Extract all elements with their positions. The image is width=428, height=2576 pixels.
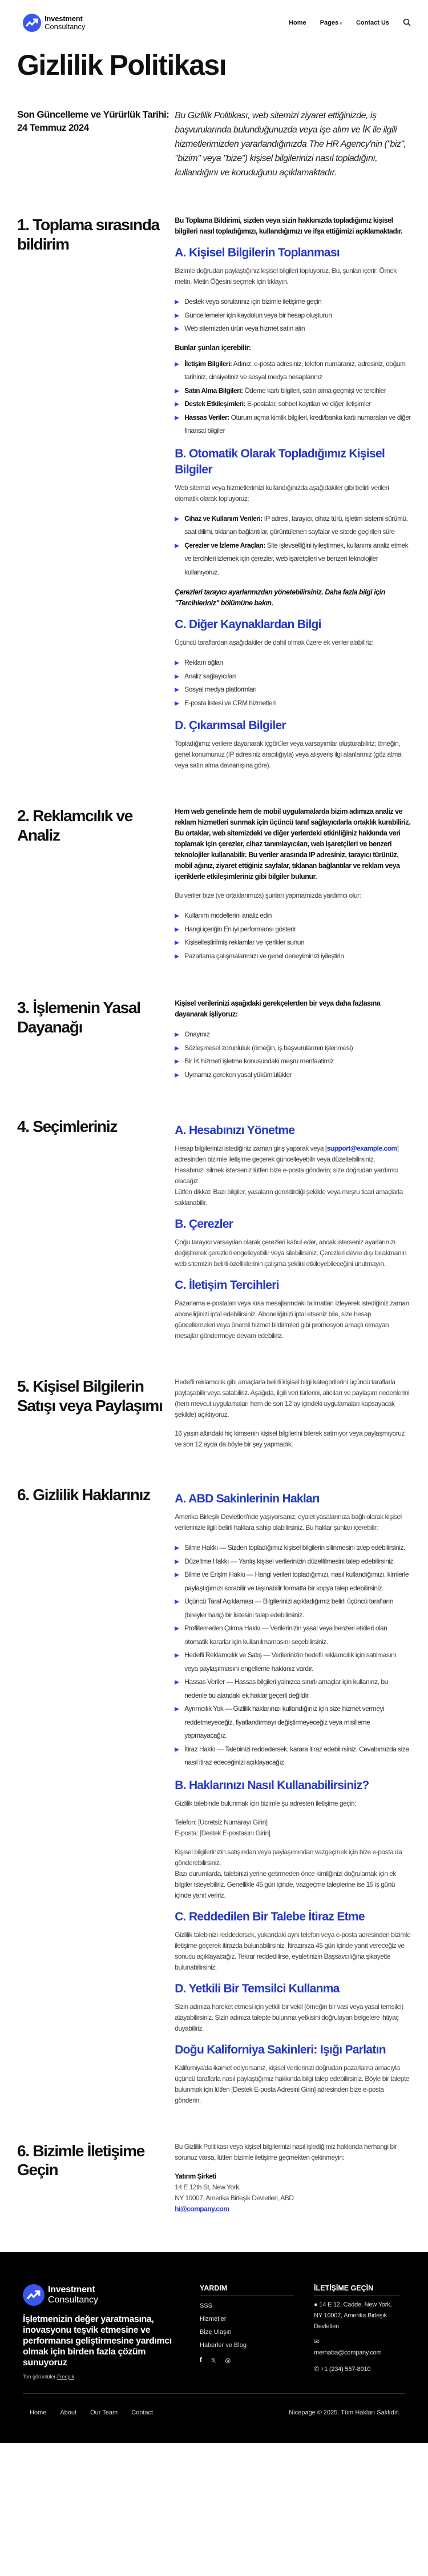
subsection-heading: C. Reddedilen Bir Talebe İtiraz Etme: [175, 1910, 365, 1923]
paragraph: Üçüncü taraflardan aşağıdakiler de dahil olmak üzere ek veriler alabiliriz:: [175, 638, 374, 646]
section-content: [175, 806, 411, 963]
phone-text: +1 (234) 567-8910: [320, 2365, 371, 2373]
list-item: [175, 670, 411, 684]
mail-icon: ✉: [314, 2338, 320, 2345]
footer-link-about[interactable]: About: [60, 2409, 77, 2416]
list-item: [175, 1555, 411, 1569]
paragraph: Çoğu tarayıcı varsayılan olarak çerezleri kabul eder, ancak isterseniz ayarlarınızı değiştirerek çerezleri engelleyebilir veya silebilirsiniz. Çerezleri devre dışı bırakmanın web sitemizin belirli özelliklerinin çalışma şeklini etkileyebileceğini unutmayın.: [175, 1238, 407, 1268]
paragraph: Kaliforniya'da ikamet ediyorsanız, kişisel verilerinizi doğrudan pazarlama amacıyla üçüncü taraflarla nasıl paylaştığımız hakkında bilgi talep edebilirsiniz. Böyle bir talepte bulunmak için lütfen [Destek E-posta Adresini Girin] adresinden bize e-posta gönderin.: [175, 2063, 409, 2104]
item-text: Site işlevselliğini iyileştirmek, kullanımı analiz etmek ve tercihleri izlemek için çerezler, web işaretçileri ve benzeri teknolojiler kullanıyoruz.: [184, 541, 409, 576]
subsection-heading: D. Çıkarımsal Bilgiler: [175, 719, 286, 732]
footer-logo[interactable]: [23, 2284, 200, 2306]
list-item: [175, 1622, 411, 1649]
nav-contact-us[interactable]: Contact Us: [356, 19, 389, 26]
item-text: Oturum açma kimlik bilgileri, kredi/banka kartı numaraları ve diğer finansal bilgiler: [184, 413, 411, 435]
subsection-heading: C. Diğer Kaynaklardan Bilgi: [175, 618, 321, 631]
footer-phone[interactable]: [314, 2364, 399, 2375]
paragraph: Web sitemizi veya hizmetlerimizi kullandığınızda aşağıdakiler gibi belirli verileri otomatik olarak topluyoruz:: [175, 483, 389, 503]
list-item: [175, 397, 411, 411]
text-run: Kişisel bilgilerinizin satışından veya paylaşımından vazgeçmek için bize e-posta da gönderebilirsiniz.: [175, 1847, 402, 1867]
list-item: [175, 950, 411, 963]
paragraph: Gizlilik talebinizi reddedersek, yukarıdaki aynı telefon veya e-posta adresinden bizimle iletişime geçerek itirazda bulunabilirsiniz. İtirazınıza 45 gün içinde yanıt vereceğiz ve sonucu açıklayacağız. Tekrar reddedilirse, eyaletinizin Başsavcılığına şikayette bulunabilirsiniz.: [175, 1930, 411, 1971]
list-item: [175, 656, 411, 670]
item-label: İletişim Bilgileri:: [184, 359, 232, 368]
site-header: [0, 0, 428, 46]
subsection-heading: Doğu Kaliforniya Sakinleri: Işığı Parlatın: [175, 2043, 386, 2056]
freepik-link[interactable]: Freepik: [57, 2373, 75, 2380]
list-item: [175, 1568, 411, 1595]
item-label: Cihaz ve Kullanım Verileri:: [184, 514, 263, 523]
item-text: Pazarlama çalışmalarımızı ve genel deneyiminizi iyileştirin: [184, 951, 344, 960]
contact-address: [175, 2171, 411, 2215]
footer-link-our-team[interactable]: Our Team: [90, 2409, 118, 2416]
list-item: [175, 512, 411, 539]
logo-chart-icon: [23, 14, 41, 32]
item-text: İtiraz Hakkı — Talebinizi reddedersek, karara itiraz edebilirsiniz. Cevabımızda size nasıl itiraz edeceğinizi açıklayacağız.: [184, 1745, 409, 1766]
item-text: Kişiselleştirilmiş reklamlar ve içerikler sunun: [184, 938, 305, 946]
paragraph: Gizlilik talebinde bulunmak için bizimle şu adresten iletişime geçin:: [175, 1799, 356, 1807]
lead-paragraph: Bu Toplama Bildirimi, sizden veya sizin hakkınızda topladığımız kişisel bilgileri nasıl topladığımızı, kullandığımızı ve ifşa ettiğimizi açıklamaktadır.: [175, 216, 403, 235]
instagram-icon[interactable]: ◎: [225, 2357, 231, 2364]
credit-prefix: Ten görüntüler: [23, 2373, 58, 2380]
paragraph: Pazarlama e-postaları veya kısa mesajlarındaki talimatları izleyerek istediğiniz zaman aboneliğinizi iptal edebilirsiniz. Aboneliğinizi iptal etseniz bile, size hesap güncellemeleri veya önemli hizmet bildirimleri gibi promosyon amaçlı olmayan mesajlar göndermeye devam edebiliriz.: [175, 1299, 409, 1340]
list-item: [175, 322, 411, 336]
list-item: [175, 1042, 411, 1055]
item-text: Profillemeden Çıkma Hakkı — Verilerinizin yasal veya benzeri etkileri olan otomatik kararlar için kullanılmamasını seçebilirsiniz.: [184, 1624, 387, 1646]
list-intro: Bunlar şunları içerebilir:: [175, 343, 251, 352]
footer-address: [314, 2300, 399, 2332]
list-item: [175, 1595, 411, 1622]
bullet-list: [175, 1028, 411, 1082]
item-text: Sözleşmesel zorunluluk (örneğin, iş başvurularının işlenmesi): [184, 1043, 353, 1052]
item-text: Bilme ve Erişim Hakkı — Hangi verileri topladığımızı, nasıl kullandığımızı, kimlerle paylaştığımızı sorabilir ve taşınabilir formatta bir kopya talep edebilirsiniz.: [184, 1570, 409, 1592]
list-item: [175, 923, 411, 937]
text-run: Telefon: [Ücretsiz Numarayı Girin]: [175, 1818, 268, 1826]
subsection-heading: D. Yetkili Bir Temsilci Kullanma: [175, 1982, 340, 1995]
subsection-heading: B. Otomatik Olarak Topladığımız Kişisel Bilgiler: [175, 447, 385, 476]
item-text: Sosyal medya platformları: [184, 685, 257, 693]
bullet-list: [175, 295, 411, 336]
list-item: [175, 1541, 411, 1555]
subsection-heading: C. İletişim Tercihleri: [175, 1279, 279, 1292]
text-run: ] adresinden bizimle iletişime geçerek güncelleyebilir veya düzeltebilirsiniz.: [175, 1144, 399, 1163]
location-pin-icon: ●: [314, 2301, 320, 2308]
footer-link-home[interactable]: Home: [30, 2409, 47, 2416]
item-text: Web sitemizden ürün veya hizmet satın alın: [184, 324, 305, 332]
text-run: Lütfen dikkat: Bazı bilgiler, yasaların gerektirdiği şekilde veya meşru ticari amaçlarla saklanabilir.: [175, 1188, 403, 1207]
policy-section: [0, 998, 428, 1082]
main-nav: [289, 18, 411, 28]
section-content: [175, 2141, 411, 2215]
item-text: Silme Hakkı — Sizden topladığımız kişisel bilgilerin silinmesini talep edebilirsiniz.: [184, 1544, 405, 1552]
item-text: Güncellemeler için kaydolun veya bir hesap oluşturun: [184, 311, 332, 319]
bullet-list: [175, 1541, 411, 1770]
text-run: Bazı durumlarda, talebinizi yerine getirmeden önce kimliğinizi doğrulamak için ek bilgiler isteyebiliriz. Genellikle 45 gün içinde, vazgeçme taleplerine ise 15 iş günü içinde yanıt veririz.: [175, 1869, 396, 1899]
address-line: NY 10007, Amerika Birleşik Devletleri, ABD: [175, 2193, 294, 2202]
contact-heading: İLETİŞİME GEÇİN: [314, 2284, 399, 2296]
item-text: Ayrımcılık Yok — Gizlilik haklarınızı kullandığınız için size hizmet vermeyi reddetmeyeceğiz, fiyatlandırmayı değiştirmeyeceğiz veya misilleme yapmayacağız.: [184, 1705, 385, 1739]
item-text: Destek veya sorularınız için bizimle iletişime geçin: [184, 298, 322, 306]
logo-line2: Consultancy: [48, 2294, 99, 2305]
item-text: E-postalar, sohbet kayıtları ve diğer iletişimler: [245, 400, 371, 408]
logo-line1: Investment: [48, 2284, 95, 2294]
nav-home[interactable]: Home: [289, 19, 306, 26]
item-text: E-posta listesi ve CRM hizmetleri: [184, 698, 276, 707]
nav-pages-label: Pages: [320, 19, 339, 26]
logo-line1: Investment: [45, 14, 83, 23]
item-label: Çerezler ve İzleme Araçları:: [184, 541, 265, 549]
item-text: Analiz sağlayıcıları: [184, 672, 236, 680]
copyright: Nicepage © 2025. Tüm Hakları Saklıdır.: [289, 2409, 399, 2416]
section-content: [175, 1117, 411, 1341]
item-label: Hassas Veriler:: [184, 413, 229, 421]
subsection-heading: B. Haklarınızı Nasıl Kullanabilirsiniz?: [175, 1778, 369, 1792]
paragraph: Amerika Birleşik Devletleri'nde yaşıyorsanız, eyalet yasalarınıza bağlı olarak kişisel verilerinizle ilgili belirli haklara sahip olabilirsiniz. Bu haklar şunları içerebilir:: [175, 1513, 402, 1532]
subsection-heading: B. Çerezler: [175, 1217, 233, 1231]
section-content: [175, 1485, 411, 2106]
email-link[interactable]: support@example.com: [326, 1144, 397, 1152]
paragraph: Bizimle doğrudan paylaştığınız kişisel bilgileri topluyoruz. Bu, şunları içerir: Örnek metin. Metin Öğesini seçmek için tıklayın.: [175, 267, 397, 286]
logo-chart-icon: [23, 2284, 45, 2306]
list-item: [175, 309, 411, 323]
item-label: Destek Etkileşimleri:: [184, 400, 246, 408]
item-text: Hassas Veriler — Hassas bilgileri yalnızca sınırlı amaçlar için kullanırız, bu nedenle bu alandaki ek haklar geçerli değildir.: [184, 1678, 388, 1699]
nav-pages[interactable]: [320, 19, 342, 26]
paragraph: Bu veriler bize (ve ortaklarımıza) şunları yapmamızda yardımcı olur:: [175, 891, 361, 899]
logo-line2: Consultancy: [45, 22, 86, 31]
item-text: Reklam ağları: [184, 658, 223, 666]
page-title: Gizlilik Politikası: [17, 49, 227, 81]
contact-email-link[interactable]: hi@company.com: [175, 2204, 229, 2213]
x-icon[interactable]: 𝕏: [211, 2357, 216, 2364]
list-item: [175, 295, 411, 309]
cookie-note: Çerezleri tarayıcı ayarlarınızdan yönetebilirsiniz. Daha fazla bilgi için "Tercihleriniz" bölümüne bakın.: [175, 588, 385, 607]
search-icon[interactable]: [403, 18, 411, 28]
paragraph: Topladığımız verilere dayanarak içgörüler veya varsayımlar oluşturabiliriz; örneğin, genel konumunuz (IP adresiniz aracılığıyla) veya alışveriş ilgi alanlarınız (göz atma veya satın alma davranışına göre).: [175, 740, 402, 769]
list-item: [175, 697, 411, 710]
item-label: Satın Alma Bilgileri:: [184, 386, 243, 395]
footer-tagline: İşletmenizin değer yaratmasına, inovasyonu teşvik etmesine ve performansı geliştirmesine yardımcı olmak için birden fazla çözüm sunuyoruz: [23, 2314, 172, 2368]
company-name: Yatırım Şirketi: [175, 2172, 216, 2180]
section-title: 3. İşlemenin Yasal Dayanağı: [17, 999, 140, 1036]
text-run: Hesap bilgilerinizi istediğiniz zaman giriş yaparak veya [: [175, 1144, 327, 1152]
list-item: [175, 384, 411, 398]
help-heading: YARDIM: [200, 2284, 294, 2296]
section-title: 1. Toplama sırasında bildirim: [17, 216, 159, 253]
item-text: IP adresi, tarayıcı, cihaz türü, işletim sistemi sürümü, saat dilimi, tıklanan bağlantılar, görüntülenen sayfalar ve sitede geçirilen süre: [184, 514, 408, 536]
policy-section: [0, 806, 428, 963]
paragraph: 16 yaşın altındaki hiç kimsenin kişisel bilgilerini bilerek satmıyor veya paylaşmıyoruz ve son 12 ayda da böyle bir şey yapmadık.: [175, 1429, 405, 1448]
lead-paragraph: Hem web genelinde hem de mobil uygulamalarda bizim adımıza analiz ve reklam hizmetleri sunmak için üçüncü taraf sağlayıcılarla ortaklık kurabiliriz. Bu ortaklar, web sitemizdeki ve diğer yerlerdeki etkinliğiniz hakkında veri toplamak için çerezler, cihaz tanımlayıcıları, web işaretçileri ve benzeri teknolojiler kullanabilir. Bu veriler arasında IP adresiniz, tarayıcı türünüz, mobil ağınız, ziyaret ettiğiniz sayfalar, tıklanan bağlantılar ve reklam veya içeriklerle etkileşimleriniz gibi bilgiler bulunur.: [175, 807, 410, 881]
list-item: [175, 1702, 411, 1743]
footer: [0, 2252, 428, 2443]
item-text: Onayınız: [184, 1030, 210, 1038]
facebook-icon[interactable]: f: [200, 2356, 202, 2364]
list-item: [175, 539, 411, 580]
bullet-list: [175, 512, 411, 580]
section-title: 6. Gizlilik Haklarınız: [17, 1486, 150, 1504]
paragraph: [175, 1143, 411, 1208]
item-text: Üçüncü Taraf Açıklaması — Bilgilerinizi açıkladığımız belirli üçüncü tarafların (bireyler hariç) bir listesini talep edebilirsiniz.: [184, 1597, 393, 1619]
chevron-down-icon: ∨: [339, 21, 342, 26]
paragraph: Sizin adınıza hareket etmesi için yetkili bir vekil (örneğin bir vasi veya yasal temsilci) atayabilirsiniz. Sizin adınıza talepte bulunma yetkisini doğrulayan belgelere ihtiyaç duyabiliriz.: [175, 2002, 403, 2032]
lead-paragraph: Kişisel verilerinizi aşağıdaki gerekçelerden bir veya daha fazlasına dayanarak işliyoruz:: [175, 999, 381, 1018]
paragraph: Hedefli reklamcılık gibi amaçlarla belirli kişisel bilgi kategorilerini üçüncü taraflarla paylaşabilir veya satabiliriz. Aşağıda, ilgili veri türlerini, alıcıları ve paylaşım nedenlerini (hem mevcut uygulamaları hem de son 12 ay içindeki uygulamaları kapsayacak şekilde) açıklıyoruz.: [175, 1378, 410, 1418]
section-content: [175, 215, 411, 771]
help-link-services[interactable]: Hizmetler: [200, 2315, 227, 2322]
subsection-heading: A. Hesabınızı Yönetme: [175, 1124, 295, 1137]
list-item: [175, 1743, 411, 1770]
item-text: Bir İK hizmeti işletme konusundaki meşru menfaatimiz: [184, 1057, 334, 1065]
list-item: [175, 683, 411, 697]
intro-text: Bu Gizlilik Politikası, web sitemizi ziyaret ettiğinizde, iş başvurularında bulunduğunuzda veya işe alım ve İK ile ilgili hizmetlerimizden yararlandığınızda The HR Agency'nin ("biz", "bizim" veya "bize") kişisel bilgilerinizi nasıl topladığını, kullandığını ve koruduğunu açıklamaktadır.: [175, 111, 406, 178]
item-text: Düzeltme Hakkı — Yanlış kişisel verilerinizin düzeltilmesini talep edebilirsiniz.: [184, 1557, 395, 1565]
policy-section: [0, 215, 428, 771]
help-link-contact[interactable]: Bize Ulaşın: [200, 2328, 232, 2336]
section-content: [175, 1377, 411, 1450]
address-text: 14 E 12. Cadde, New York, NY 10007, Amerika Birleşik Devletleri: [314, 2301, 392, 2330]
paragraph: Bu Gizlilik Politikası veya kişisel bilgilerinizi nasıl işlediğimiz hakkında herhangi bir sorunuz varsa, lütfen bizimle iletişime geçmekten çekinmeyin:: [175, 2142, 397, 2161]
section-title: 2. Reklamcılık ve Analiz: [17, 807, 133, 844]
policy-section: [0, 1117, 428, 1341]
bullet-list: [175, 909, 411, 963]
bullet-list: [175, 357, 411, 438]
list-item: [175, 936, 411, 950]
item-text: Hangi içeriğin En iyi performansı gösterir: [184, 925, 296, 933]
bullet-list: [175, 656, 411, 710]
paragraph: [175, 1817, 411, 1839]
help-link-blog[interactable]: Haberler ve Blog: [200, 2341, 247, 2349]
help-link-faq[interactable]: SSS: [200, 2302, 213, 2309]
image-credit: [23, 2374, 200, 2380]
list-item: [175, 411, 411, 438]
paragraph: [175, 1847, 411, 1901]
list-item: [175, 1649, 411, 1675]
address-line: 14 E 12th St, New York,: [175, 2183, 241, 2191]
list-item: [175, 1055, 411, 1068]
item-text: Ödeme kartı bilgileri, satın alma geçmişi ve tercihler: [243, 386, 386, 395]
list-item: [175, 1028, 411, 1042]
section-title: 6. Bizimle İletişime Geçin: [17, 2141, 144, 2179]
policy-sections: [0, 215, 428, 2215]
footer-email[interactable]: merhaba@company.com: [314, 2349, 382, 2356]
section-content: [175, 998, 411, 1082]
policy-section: [0, 1377, 428, 1450]
phone-icon: ✆: [314, 2365, 321, 2373]
section-title: 5. Kişisel Bilgilerin Satışı veya Paylaşımı: [17, 1377, 163, 1414]
effective-date: Son Güncelleme ve Yürürlük Tarihi: 24 Temmuz 2024: [17, 109, 169, 133]
policy-section: [0, 2141, 428, 2215]
list-item: [175, 909, 411, 923]
item-text: Adınız, e-posta adresiniz, telefon numaranız, adresiniz, doğum tarihiniz, cinsiyetiniz ve sosyal medya hesaplarınız: [184, 359, 406, 381]
intro: [0, 108, 428, 180]
policy-section: [0, 1485, 428, 2106]
footer-link-contact[interactable]: Contact: [131, 2409, 154, 2416]
item-text: Hedefli Reklamcılık ve Satış — Verilerinizin hedefli reklamcılık için satılmasını veya paylaşılmasını engelleme hakkınız vardır.: [184, 1651, 397, 1673]
subsection-heading: A. Kişisel Bilgilerin Toplanması: [175, 246, 340, 259]
logo[interactable]: [23, 14, 86, 32]
list-item: [175, 357, 411, 384]
subsection-heading: A. ABD Sakinlerinin Hakları: [175, 1492, 320, 1505]
item-text: Uymamız gereken yasal yükümlülükler: [184, 1070, 292, 1079]
list-item: [175, 1675, 411, 1702]
text-run: Hesabınızı silmek isterseniz lütfen bize e-posta gönderin; size doğrudan yardımcı olacağız.: [175, 1166, 398, 1185]
item-text: Kullanım modellerini analiz edin: [184, 911, 272, 919]
list-item: [175, 1068, 411, 1082]
section-title: 4. Seçimleriniz: [17, 1118, 118, 1135]
text-run: E-posta: [Destek E-postasını Girin]: [175, 1828, 270, 1837]
